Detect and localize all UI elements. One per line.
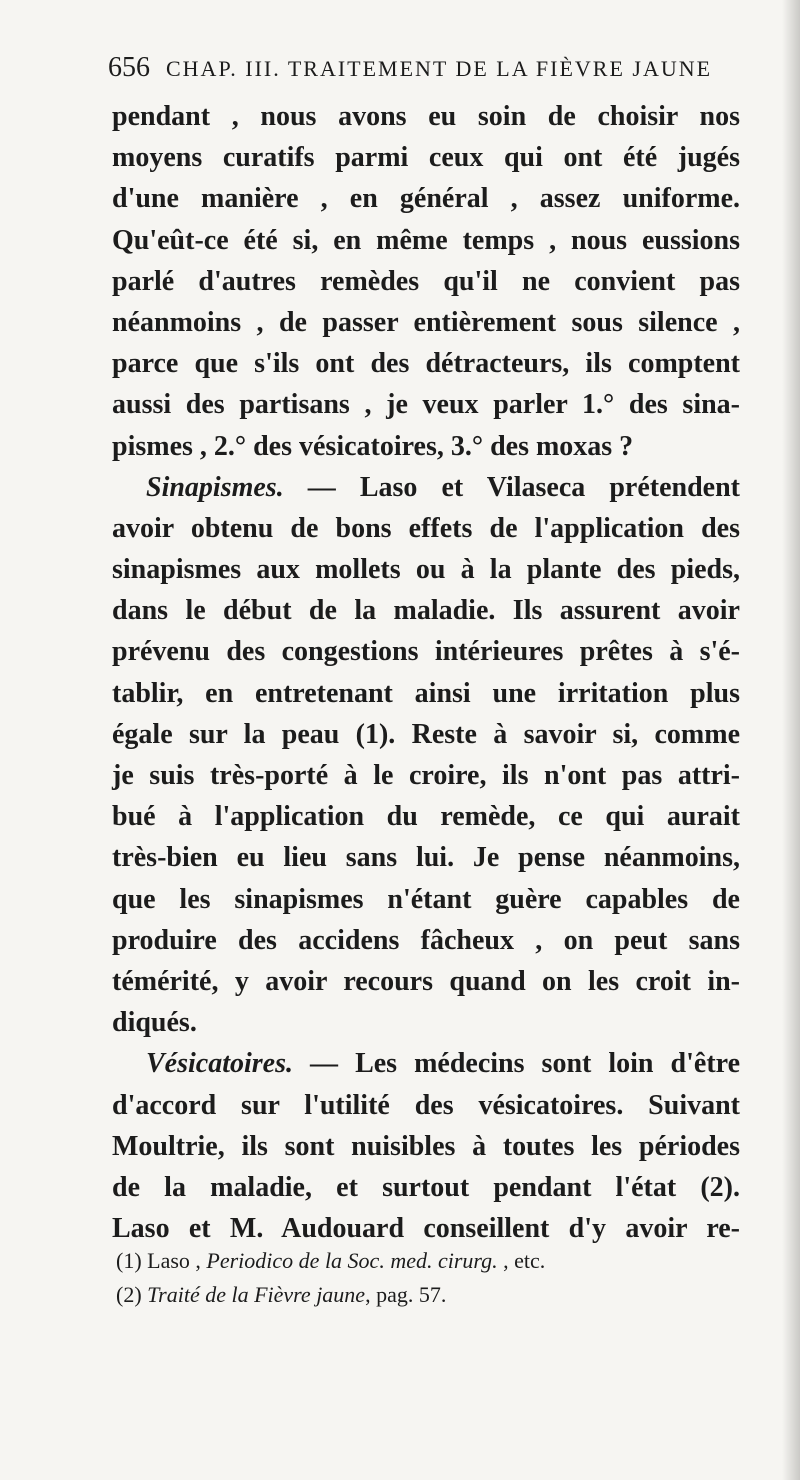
footnote-mark: (1): [116, 1248, 142, 1273]
text-line: parce que s'ils ont des détracteurs, ils comptent: [112, 348, 740, 380]
text-line: d'accord sur l'utilité des vésicatoires. Suivant: [112, 1089, 740, 1121]
text-line: aussi des partisans , je veux parler 1.° des sina-: [112, 389, 740, 421]
text-line: prévenu des congestions intérieures prêtes à s'é-: [112, 636, 740, 668]
section-heading-vesicatoires: Vésicatoires.: [146, 1048, 293, 1080]
section-first-line: [112, 1043, 740, 1084]
page-edge-shadow: [782, 0, 800, 1480]
running-title: CHAP. III. TRAITEMENT DE LA FIÈVRE JAUNE: [166, 56, 713, 81]
text-line: néanmoins , de passer entièrement sous silence ,: [112, 306, 740, 338]
text-line: égale sur la peau (1). Reste à savoir si, comme: [112, 718, 740, 750]
text-line: pismes , 2.° des vésicatoires, 3.° des moxas ?: [112, 430, 634, 462]
section-first-text: — Laso et Vilaseca prétendent: [307, 471, 741, 503]
text-line: produire des accidens fâcheux , on peut sans: [112, 924, 740, 956]
text-line: je suis très-porté à le croire, ils n'ont pas attri-: [112, 760, 740, 791]
footnote: [112, 1278, 740, 1312]
text-line: dans le début de la maladie. Ils assurent avoir: [112, 595, 740, 627]
section-first-line: [112, 467, 740, 508]
text-line: Moultrie, ils sont nuisibles à toutes les périodes: [112, 1130, 740, 1162]
text-line: d'une manière , en général , assez uniforme.: [112, 183, 740, 215]
page-number: 656: [108, 52, 150, 83]
body-text: [112, 96, 740, 1249]
section-heading-sinapismes: Sinapismes.: [146, 471, 284, 503]
text-line: avoir obtenu de bons effets de l'application des: [112, 512, 740, 544]
text-line: que les sinapismes n'étant guère capables de: [112, 883, 740, 915]
text-line: Laso et M. Audouard conseillent d'y avoir re-: [112, 1213, 740, 1245]
text-line: Qu'eût-ce été si, en même temps , nous eussions: [112, 224, 740, 256]
text-line: parlé d'autres remèdes qu'il ne convient pas: [112, 265, 740, 297]
text-line: sinapismes aux mollets ou à la plante des pieds,: [112, 554, 740, 586]
text-line: pendant , nous avons eu soin de choisir nos: [112, 101, 740, 132]
footnote-work: Periodico de la Soc. med. cirurg.: [206, 1248, 498, 1273]
footnote-author: Laso ,: [147, 1248, 201, 1273]
footnote-rest: , pag. 57.: [365, 1282, 447, 1307]
footnote: [112, 1244, 740, 1278]
section-first-text: — Les médecins sont loin d'être: [310, 1048, 740, 1080]
text-line: tablir, en entretenant ainsi une irritation plus: [112, 677, 740, 709]
text-line: diqués.: [112, 1007, 197, 1039]
running-header: [108, 52, 748, 84]
footnote-rest: , etc.: [503, 1248, 546, 1273]
text-line: moyens curatifs parmi ceux qui ont été jugés: [112, 142, 740, 174]
footnote-work: Traité de la Fièvre jaune: [147, 1282, 366, 1307]
footnote-mark: (2): [116, 1282, 142, 1307]
footnotes: [112, 1244, 740, 1312]
text-line: très-bien eu lieu sans lui. Je pense néanmoins,: [112, 842, 740, 874]
text-line: bué à l'application du remède, ce qui aurait: [112, 801, 740, 833]
text-line: de la maladie, et surtout pendant l'état (2).: [112, 1171, 740, 1203]
text-line: témérité, y avoir recours quand on les croit in-: [112, 965, 740, 997]
